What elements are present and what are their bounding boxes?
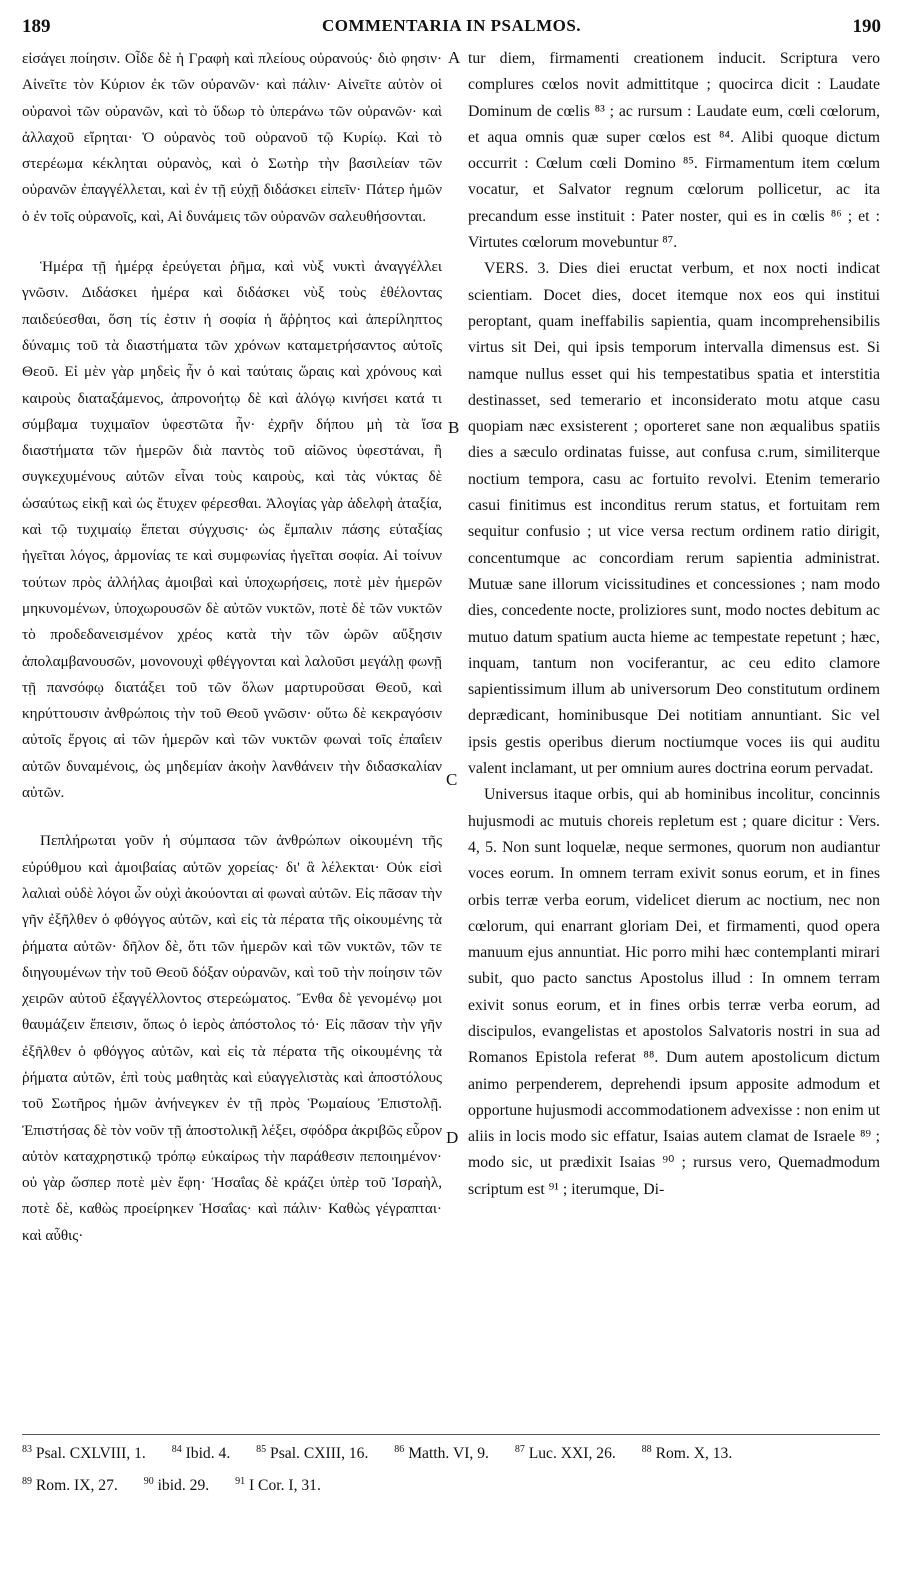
footnotes <box>22 1436 880 1500</box>
footnote: $^{89}$ Rom. IX, 27. <box>22 1476 118 1495</box>
greek-paragraph-2: Ἡμέρα τῇ ἡμέρᾳ ἐρεύγεται ῥῆμα, καὶ νὺξ νυκτὶ ἀναγγέλλει γνῶσιν. Διδάσκει ἡμέρα καὶ διδάσκει νὺξ τοὺς ἐθέλοντας παιδεύεσθαι, ὅση τίς ἐστιν ἡ σοφία ἡ ἄῤῥητος καὶ ἀπερίληπτος δύναμις τοῦ τὰ διαστήματα τῶν χρόνων καταμετρήσαντος αὐτοῖς Θεοῦ. Εἰ μὲν γὰρ μηδεὶς ἦν ὁ καὶ ταύταις ὥραις καὶ χρόνους καὶ καιροὺς διαταξάμενος, ἀπρονοήτῳ δὲ καὶ ἀλόγῳ κινήσει κατά τι σύμβαμα τυχιμαῖον ὑφεστῶτα ἦν· ἐχρῆν δήπου μὴ τὰ ἴσα διαστήματα τῶν ἡμερῶν διὰ παντὸς τοῦ αἰῶνος ὑφεστάναι, ἢ συγκεχυμένους αὐτῶν εἶναι τοὺς καιροὺς, καὶ τὰς νύκτας δὲ ὡσαύτως εἰκῇ καὶ ὡς ἔτυχεν φέρεσθαι. Ἀλογίας γὰρ ἀδελφὴ ἀταξία, καὶ τῷ τυχιμαίῳ ἕπεται σύγχυσις· ὡς ἔμπαλιν πάσης εὐταξίας ἡγεῖται λόγος, ἁρμονίας τε καὶ συμφωνίας ἡγεῖται σοφία. Αἱ τοίνυν τούτων πρὸς ἀλλήλας ἀμοιβαὶ καὶ ὑποχωρήσεις, ποτὲ μὲν ἡμερῶν μηκυνομένων, ὑποχωρουσῶν δὲ αὐτῶν νυκτῶν, ποτὲ δὲ τῶν νυκτῶν τὸ προδεδανεισμένον χρέος κατὰ τὴν τῶν ὡρῶν αὔξησιν ἀπολαμβανουσῶν, μονονουχὶ φθέγγονται καὶ λαλοῦσι μεγάλῃ φωνῇ τῇ πανσόφῳ διατάξει τοῦ τῶν ὅλων μαρτυροῦσαι Θεοῦ, καὶ κηρύττουσιν ἀνθρώποις τὴν τοῦ Θεοῦ γνῶσιν· οὕτω δὲ κεκραγόσιν αὐτοῖς ἔργοις αἱ τῶν ἡμερῶν καὶ τῶν νυκτῶν φωναὶ τοῖς ἐπαΐειν αὐτῶν δυναμένοις, ὡς μηδεμίαν ἀκοὴν λανθάνειν τὴν διδασκαλίαν αὐτῶν. <box>22 258 442 802</box>
margin-marker-a: A <box>448 48 461 67</box>
footnote-line-2 <box>22 1468 880 1500</box>
latin-paragraph-1: tur diem, firmamenti creationem inducit. Scriptura vero complures cœlos novit admittitque ; quocirca dicit : Laudate Dominum de cœlis ⁸³ ; ac rursum : Laudate eum, cœli cœlorum, et aqua omnis quæ super cœlos est ⁸⁴. Alibi quoque dictum occurrit : Cœlum cœli Domino ⁸⁵. Firmamentum item cœlum vocatur, et Salvator regnum cœlorum pollicetur, ac ita precandum esse instituit : Pater noster, qui es in cœlis ⁸⁶ ; et : Virtutes cœlorum movebuntur ⁸⁷. <box>468 50 880 252</box>
footnote: $^{83}$ Psal. CXLVIII, 1. <box>22 1444 146 1463</box>
margin-marker-c: C <box>446 770 458 789</box>
footnote-line-1 <box>22 1436 880 1468</box>
footnote: $^{91}$ I Cor. I, 31. <box>235 1476 321 1495</box>
footnote-rule <box>22 1434 880 1435</box>
footnote: $^{87}$ Luc. XXI, 26. <box>514 1444 616 1463</box>
page-header <box>22 16 881 42</box>
footnote: $^{84}$ Ibid. 4. <box>171 1444 231 1463</box>
running-title: COMMENTARIA IN PSALMOS. <box>321 16 582 35</box>
page-number-left: 189 <box>22 16 51 37</box>
footnote: $^{86}$ Matth. VI, 9. <box>394 1444 489 1463</box>
margin-marker-d: D <box>446 1128 459 1147</box>
footnote: $^{90}$ ibid. 29. <box>143 1476 210 1495</box>
latin-column <box>468 46 880 1203</box>
greek-paragraph-3: Πεπλήρωται γοῦν ἡ σύμπασα τῶν ἀνθρώπων οἰκουμένη τῆς εὐρύθμου καὶ ἀμοιβαίας αὐτῶν χορείας· δι' ἃ λέλεκται· Οὐκ εἰσὶ λαλιαὶ οὐδὲ λόγοι ὧν οὐχὶ ἀκούονται αἱ φωναὶ αὐτῶν. Εἰς πᾶσαν τὴν γῆν ἐξῆλθεν ὁ φθόγγος αὐτῶν, καὶ εἰς τὰ πέρατα τῆς οἰκουμένης τὰ ῥήματα αὐτῶν· δῆλον δὲ, ὅτι τῶν ἡμερῶν καὶ τῶν νυκτῶν, τῶν τε διηγουμένων τὴν τοῦ Θεοῦ δόξαν οὐρανῶν, καὶ τοῦ τὴν ποίησιν τῶν χειρῶν αὐτοῦ ἐξαγγέλλοντος στερεώματος. Ἔνθα δὲ γενομένῳ μοι θαυμάζειν ἔπεισιν, ὅπως ὁ ἱερὸς ἀπόστολος τό· Εἰς πᾶσαν τὴν γῆν ἐξῆλθεν ὁ φθόγγος αὐτῶν, καὶ εἰς τὰ πέρατα τῆς οἰκουμένης τὰ ῥήματα αὐτῶν, ἐπὶ τοὺς μαθητὰς καὶ εὐαγγελιστὰς καὶ ἀποστόλους τοῦ Σωτῆρος ἡμῶν ἀνήνεγκεν ἐν τῇ πρὸς Ῥωμαίους Ἐπιστολῇ. Ἐπιστήσας δὲ τὸν νοῦν τῇ ἀποστολικῇ λέξει, σφόδρα ἀκριβῶς εὗρον αὐτὸν καταχρηστικῷ τρόπῳ εὐκαίρως τὴν παράθεσιν πεποιημένον· οὐ γὰρ ὥσπερ ποτὲ μὲν ἔφη· Ἡσαΐας δὲ κράζει ὑπὲρ τοῦ Ἰσραὴλ, ποτὲ δὲ, καθὼς προείρηκεν Ἡσαΐας· καὶ πάλιν· Καθὼς γέγραπται· καὶ αὖθις· <box>22 832 442 1244</box>
page-number-right: 190 <box>852 16 881 37</box>
latin-paragraph-2: VERS. 3. Dies diei eructat verbum, et nox nocti indicat scientiam. Docet dies, docet itemque nox eos qui institui peroptant, quam ineffabilis sapientia, quam incomprehensibilis virtus sit Dei, qui ipsis temporum intervalla dimensus est. Si namque nullus esset qui his tempestatibus spatia et interstitia destinasset, sed temerario et inconsiderato motu atque casu quopiam næc exsisterent ; oporteret sane non æqualibus spatiis dies a sæculo ordinatas fuisse, aut confusa c.rum, similiterque noctium tempora, casu ac fortuito revolvi. Etenim temerario casui finitimus est inconditus rerum status, et fortuitam rem sequitur confusio ; ut vice versa rectum ordinem ratio dirigit, concentumque ac concordiam rerum sapientia administrat. Mutuæ sane illorum vicissitudines et concessiones ; nam modo dies, concedente nocte, proliziores sunt, modo noctes debitum ac mutuo datum spatium aucta hieme ac tempestate repetunt ; hæc, inquam, tantum non vociferantur, ac ceu edito clamore sapientissimum illum ab universorum Deo constitutum ordinem deprædicant, hominibusque Dei notitiam annuntiant. Sic vel ipsis gestis operibus dierum noctiumque voces iis qui auditu valent inclamant, ut per omnium aures doctrina eorum pervadat. <box>468 260 880 778</box>
greek-paragraph-1: εἰσάγει ποίησιν. Οἶδε δὲ ἡ Γραφὴ καὶ πλείους οὐρανούς· διὸ φησιν· Αἰνεῖτε τὸν Κύριον ἐκ τῶν οὐρανῶν· καὶ πάλιν· Αἰνεῖτε αὐτὸν οἱ οὐρανοὶ τῶν οὐρανῶν, καὶ τὸ ὕδωρ τὸ ὑπεράνω τῶν οὐρανῶν· καὶ ἀλλαχοῦ εἴρηται· Ὁ οὐρανὸς τοῦ οὐρανοῦ τῷ Κυρίῳ. Καὶ τὸ στερέωμα κέκληται οὐρανὸς, καὶ ὁ Σωτὴρ τὴν βασιλείαν τῶν οὐρανῶν ἐπαγγέλλεται, καὶ ἐν τῇ εὐχῇ διδάσκει εἰπεῖν· Πάτερ ἡμῶν ὁ ἐν τοῖς οὐρανοῖς, καὶ, Αἱ δυνάμεις τῶν οὐρανῶν σαλευθήσονται. <box>22 50 442 225</box>
greek-column <box>22 46 442 1249</box>
footnote: $^{88}$ Rom. X, 13. <box>641 1444 733 1463</box>
footnote: $^{85}$ Psal. CXIII, 16. <box>256 1444 369 1463</box>
margin-marker-b: B <box>448 418 460 437</box>
latin-paragraph-3: Universus itaque orbis, qui ab hominibus incolitur, concinnis hujusmodi ac mutuis choreis repletum est ; quare dicitur : Vers. 4, 5. Non sunt loquelæ, neque sermones, quorum non audiantur voces eorum. In omnem terram exivit sonus eorum, et in fines orbis terræ verba eorum, videlicet dierum ac noctium, nec non cœlorum, qui enarrant gloriam Dei, et firmamenti, quod opera manuum ejus annuntiat. Hic porro mihi hæc contemplanti mirari subit, quo pacto sanctus Apostolus illud : In omnem terram exivit sonus eorum, et in fines orbis terræ verba eorum, ad discipulos, evangelistas et apostolos Salvatoris nostri in sua ad Romanos Epistola referat ⁸⁸. Dum autem apostolicum dictum animo perpenderem, deprehendi ipsum apposite admodum et opportune hujusmodi accommodationem advexisse : non enim ut aliis in locis modo sic effatur, Isaias autem clamat de Israele ⁸⁹ ; modo sic, ut prædixit Isaias ⁹⁰ ; rursus vero, Quemadmodum scriptum est ⁹¹ ; iterumque, Di- <box>468 786 880 1198</box>
